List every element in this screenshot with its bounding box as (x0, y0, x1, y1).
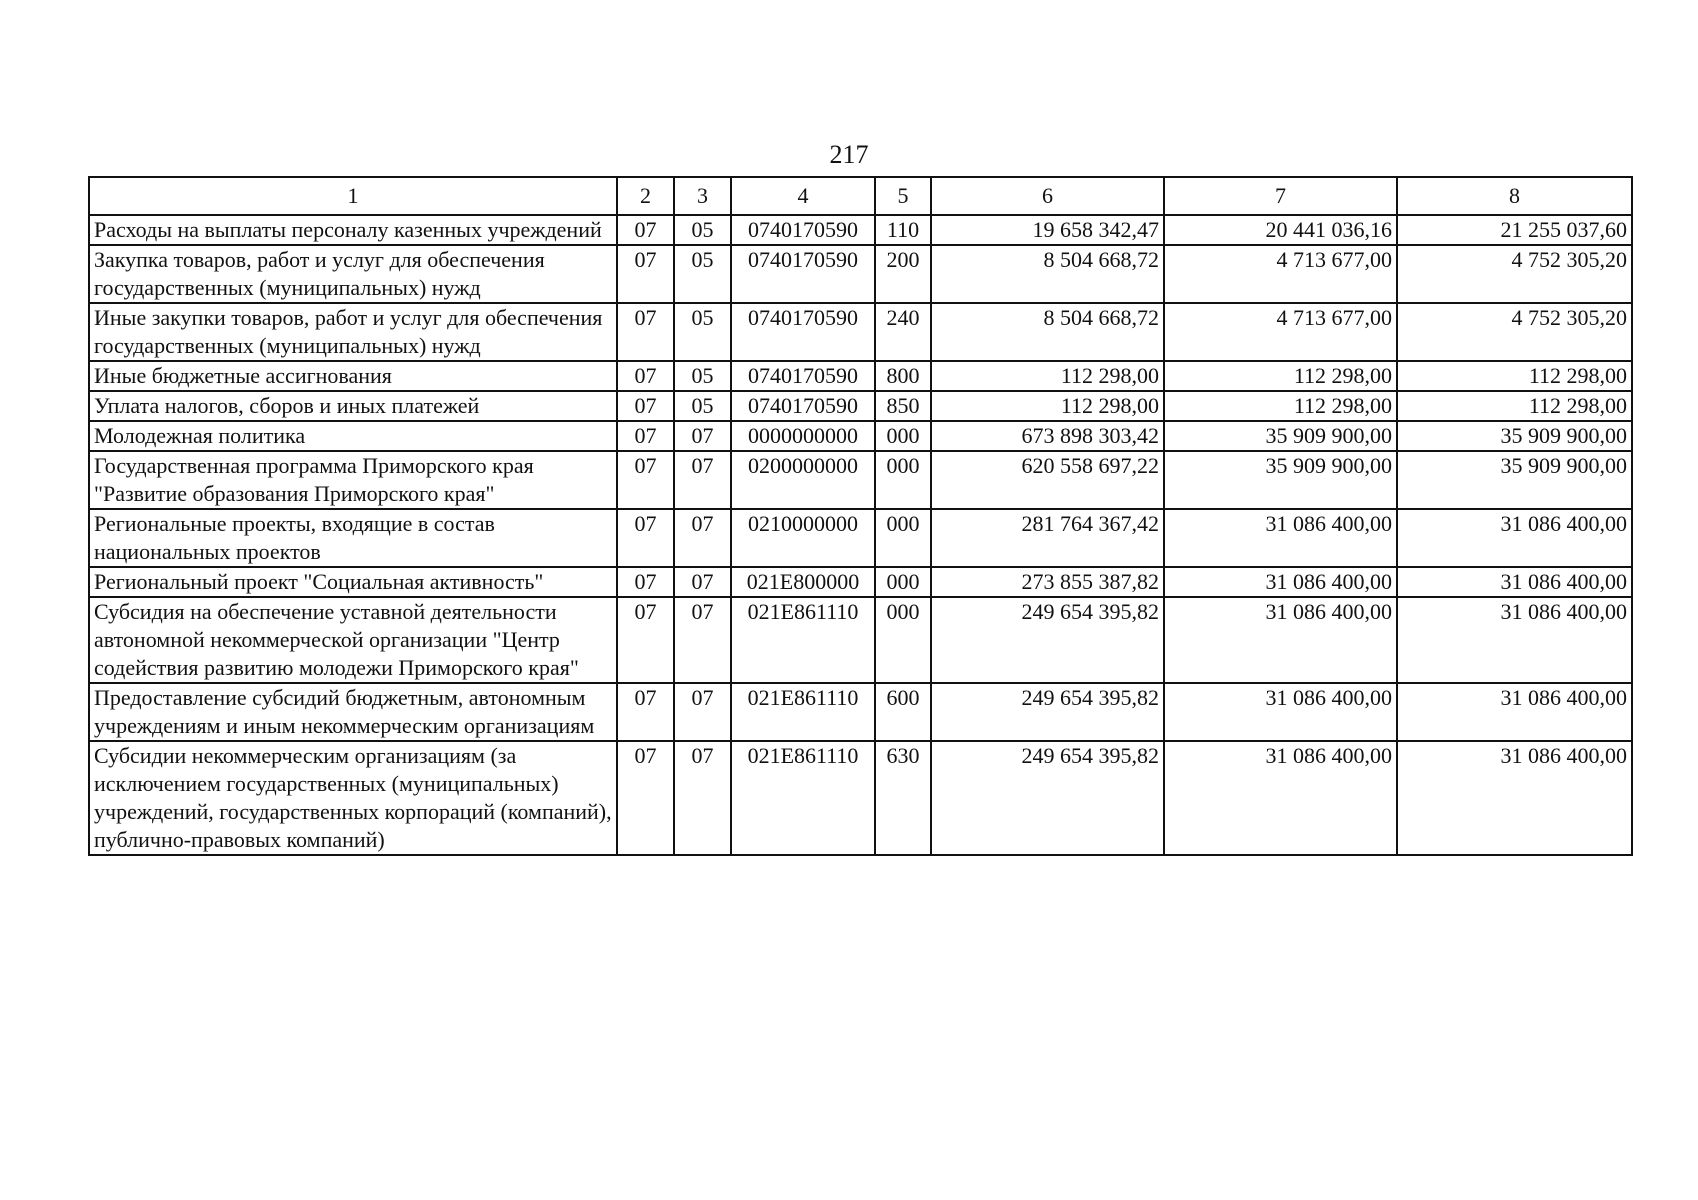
amount-col-6: 19 658 342,47 (931, 215, 1164, 245)
row-name: Региональный проект "Социальная активность" (89, 567, 617, 597)
subsection-code: 07 (674, 741, 731, 855)
amount-col-7: 31 086 400,00 (1164, 741, 1397, 855)
target-article-code: 0210000000 (731, 509, 875, 567)
amount-col-6: 8 504 668,72 (931, 245, 1164, 303)
target-article-code: 0740170590 (731, 245, 875, 303)
target-article-code: 0740170590 (731, 361, 875, 391)
section-code: 07 (617, 245, 674, 303)
column-header: 4 (731, 177, 875, 215)
row-name: Региональные проекты, входящие в состав национальных проектов (89, 509, 617, 567)
column-header: 7 (1164, 177, 1397, 215)
target-article-code: 0740170590 (731, 215, 875, 245)
expense-type-code: 000 (875, 597, 931, 683)
amount-col-6: 281 764 367,42 (931, 509, 1164, 567)
amount-col-8: 31 086 400,00 (1397, 741, 1632, 855)
section-code: 07 (617, 741, 674, 855)
column-header: 8 (1397, 177, 1632, 215)
target-article-code: 0740170590 (731, 303, 875, 361)
subsection-code: 07 (674, 683, 731, 741)
table-row (89, 509, 1632, 567)
expense-type-code: 200 (875, 245, 931, 303)
table-row (89, 567, 1632, 597)
expense-type-code: 600 (875, 683, 931, 741)
section-code: 07 (617, 451, 674, 509)
table-row (89, 741, 1632, 855)
row-name: Закупка товаров, работ и услуг для обеспечения государственных (муниципальных) нужд (89, 245, 617, 303)
amount-col-7: 31 086 400,00 (1164, 509, 1397, 567)
page-number: 217 (829, 140, 869, 169)
amount-col-7: 31 086 400,00 (1164, 567, 1397, 597)
amount-col-6: 249 654 395,82 (931, 741, 1164, 855)
amount-col-7: 35 909 900,00 (1164, 451, 1397, 509)
table-row (89, 451, 1632, 509)
target-article-code: 021E800000 (731, 567, 875, 597)
subsection-code: 05 (674, 215, 731, 245)
amount-col-6: 673 898 303,42 (931, 421, 1164, 451)
row-name: Расходы на выплаты персоналу казенных учреждений (89, 215, 617, 245)
section-code: 07 (617, 683, 674, 741)
header-row (89, 177, 1632, 215)
row-name: Предоставление субсидий бюджетным, автономным учреждениям и иным некоммерческим организациям (89, 683, 617, 741)
target-article-code: 021E861110 (731, 741, 875, 855)
amount-col-8: 4 752 305,20 (1397, 245, 1632, 303)
column-header: 3 (674, 177, 731, 215)
subsection-code: 07 (674, 421, 731, 451)
amount-col-6: 249 654 395,82 (931, 683, 1164, 741)
subsection-code: 05 (674, 245, 731, 303)
column-header: 6 (931, 177, 1164, 215)
amount-col-7: 4 713 677,00 (1164, 245, 1397, 303)
amount-col-6: 249 654 395,82 (931, 597, 1164, 683)
subsection-code: 07 (674, 567, 731, 597)
amount-col-7: 4 713 677,00 (1164, 303, 1397, 361)
row-name: Субсидия на обеспечение уставной деятельности автономной некоммерческой организации "Центр содействия развитию молодежи Приморского края" (89, 597, 617, 683)
subsection-code: 07 (674, 509, 731, 567)
section-code: 07 (617, 509, 674, 567)
amount-col-8: 21 255 037,60 (1397, 215, 1632, 245)
amount-col-8: 31 086 400,00 (1397, 597, 1632, 683)
amount-col-8: 112 298,00 (1397, 361, 1632, 391)
row-name: Молодежная политика (89, 421, 617, 451)
table-row (89, 597, 1632, 683)
section-code: 07 (617, 567, 674, 597)
expense-type-code: 850 (875, 391, 931, 421)
amount-col-7: 112 298,00 (1164, 361, 1397, 391)
amount-col-6: 620 558 697,22 (931, 451, 1164, 509)
target-article-code: 021E861110 (731, 683, 875, 741)
amount-col-8: 35 909 900,00 (1397, 451, 1632, 509)
column-header: 1 (89, 177, 617, 215)
subsection-code: 05 (674, 303, 731, 361)
amount-col-6: 112 298,00 (931, 361, 1164, 391)
row-name: Уплата налогов, сборов и иных платежей (89, 391, 617, 421)
amount-col-8: 31 086 400,00 (1397, 683, 1632, 741)
section-code: 07 (617, 597, 674, 683)
amount-col-7: 31 086 400,00 (1164, 683, 1397, 741)
expense-type-code: 000 (875, 509, 931, 567)
target-article-code: 0740170590 (731, 391, 875, 421)
amount-col-7: 20 441 036,16 (1164, 215, 1397, 245)
subsection-code: 07 (674, 451, 731, 509)
table-row (89, 683, 1632, 741)
amount-col-8: 35 909 900,00 (1397, 421, 1632, 451)
row-name: Иные закупки товаров, работ и услуг для обеспечения государственных (муниципальных) нужд (89, 303, 617, 361)
budget-table (88, 176, 1633, 856)
row-name: Иные бюджетные ассигнования (89, 361, 617, 391)
table-row (89, 245, 1632, 303)
amount-col-8: 31 086 400,00 (1397, 509, 1632, 567)
subsection-code: 05 (674, 361, 731, 391)
amount-col-8: 31 086 400,00 (1397, 567, 1632, 597)
expense-type-code: 000 (875, 567, 931, 597)
subsection-code: 07 (674, 597, 731, 683)
expense-type-code: 110 (875, 215, 931, 245)
amount-col-6: 112 298,00 (931, 391, 1164, 421)
expense-type-code: 800 (875, 361, 931, 391)
amount-col-7: 31 086 400,00 (1164, 597, 1397, 683)
row-name: Субсидии некоммерческим организациям (за исключением государственных (муниципальных) учреждений, государственных корпораций (компаний), публично-правовых компаний) (89, 741, 617, 855)
section-code: 07 (617, 421, 674, 451)
amount-col-7: 35 909 900,00 (1164, 421, 1397, 451)
section-code: 07 (617, 303, 674, 361)
section-code: 07 (617, 215, 674, 245)
expense-type-code: 630 (875, 741, 931, 855)
amount-col-6: 8 504 668,72 (931, 303, 1164, 361)
expense-type-code: 000 (875, 421, 931, 451)
table-row (89, 421, 1632, 451)
section-code: 07 (617, 361, 674, 391)
target-article-code: 0200000000 (731, 451, 875, 509)
target-article-code: 021E861110 (731, 597, 875, 683)
amount-col-8: 112 298,00 (1397, 391, 1632, 421)
column-header: 2 (617, 177, 674, 215)
expense-type-code: 000 (875, 451, 931, 509)
amount-col-8: 4 752 305,20 (1397, 303, 1632, 361)
subsection-code: 05 (674, 391, 731, 421)
amount-col-6: 273 855 387,82 (931, 567, 1164, 597)
table-row (89, 215, 1632, 245)
amount-col-7: 112 298,00 (1164, 391, 1397, 421)
expense-type-code: 240 (875, 303, 931, 361)
table-row (89, 391, 1632, 421)
section-code: 07 (617, 391, 674, 421)
target-article-code: 0000000000 (731, 421, 875, 451)
table-row (89, 361, 1632, 391)
column-header: 5 (875, 177, 931, 215)
table-row (89, 303, 1632, 361)
row-name: Государственная программа Приморского края "Развитие образования Приморского края" (89, 451, 617, 509)
